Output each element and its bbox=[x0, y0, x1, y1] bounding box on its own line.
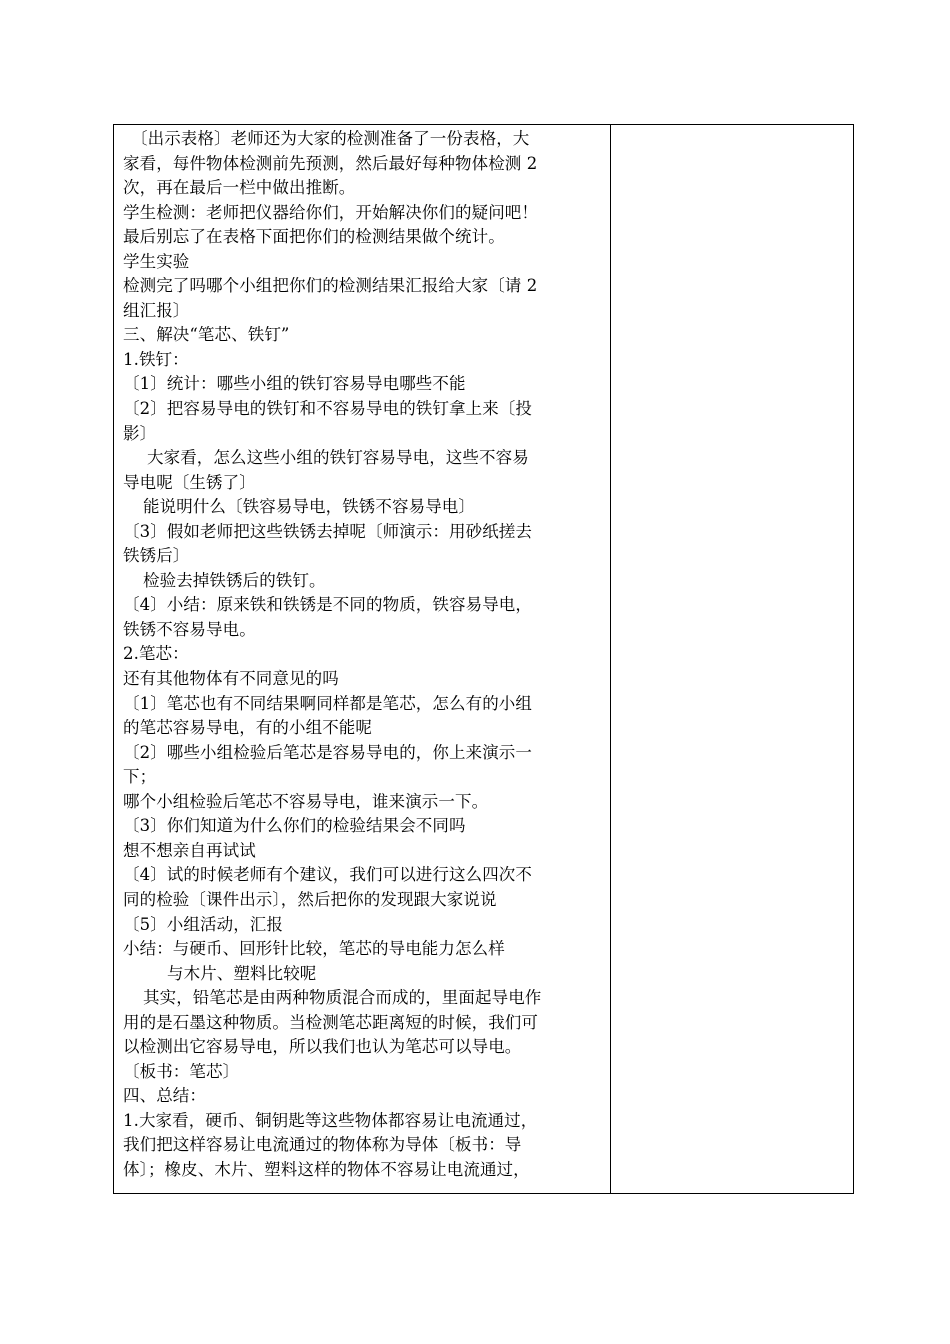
text-line: 其实，铅笔芯是由两种物质混合而成的，里面起导电作 bbox=[143, 988, 542, 1008]
text-line: 学生实验 bbox=[123, 251, 190, 271]
text-line: 〔4〕试的时候老师有个建议，我们可以进行这么四次不 bbox=[123, 865, 532, 885]
text-line: 家看，每件物体检测前先预测，然后最好每种物体检测 2 bbox=[123, 153, 538, 173]
subsection-heading: 2.笔芯： bbox=[123, 644, 189, 664]
text-line: 铁锈后〕 bbox=[123, 546, 190, 566]
notes-cell bbox=[611, 125, 853, 1193]
text-line: 1.大家看，硬币、铜钥匙等这些物体都容易让电流通过， bbox=[123, 1110, 538, 1130]
text-line: 同的检验〔课件出示〕，然后把你的发现跟大家说说 bbox=[123, 889, 497, 909]
text-line: 〔2〕把容易导电的铁钉和不容易导电的铁钉拿上来〔投 bbox=[123, 399, 532, 419]
text-line: 以检测出它容易导电，所以我们也认为笔芯可以导电。 bbox=[123, 1037, 522, 1057]
section-heading: 三、解决“笔芯、铁钉” bbox=[123, 325, 290, 345]
text-line: 〔出示表格〕老师还为大家的检测准备了一份表格，大 bbox=[131, 129, 530, 148]
text-line: 用的是石墨这种物质。当检测笔芯距离短的时候，我们可 bbox=[123, 1012, 538, 1032]
text-line: 的笔芯容易导电，有的小组不能呢 bbox=[123, 718, 372, 738]
text-line: 能说明什么〔铁容易导电，铁锈不容易导电〕 bbox=[143, 497, 475, 517]
section-heading: 四、总结： bbox=[123, 1086, 206, 1106]
subsection-heading: 1.铁钉： bbox=[123, 349, 189, 369]
text-line: 〔3〕假如老师把这些铁锈去掉呢〔师演示：用砂纸搓去 bbox=[123, 521, 532, 541]
text-line: 〔板书：笔芯〕 bbox=[123, 1061, 240, 1081]
text-line: 学生检测：老师把仪器给你们，开始解决你们的疑问吧！ bbox=[123, 202, 538, 222]
text-line: 最后别忘了在表格下面把你们的检测结果做个统计。 bbox=[123, 227, 505, 247]
text-line: 想不想亲自再试试 bbox=[123, 840, 256, 860]
text-line: 体〕；橡皮、木片、塑料这样的物体不容易让电流通过， bbox=[123, 1159, 530, 1179]
text-line: 〔3〕你们知道为什么你们的检验结果会不同吗 bbox=[123, 816, 466, 836]
text-line: 与木片、塑料比较呢 bbox=[167, 963, 317, 983]
text-line: 导电呢〔生锈了〕 bbox=[123, 472, 256, 492]
text-line: 〔5〕小组活动，汇报 bbox=[123, 914, 283, 934]
text-line: 〔1〕统计：哪些小组的铁钉容易导电哪些不能 bbox=[123, 374, 466, 394]
text-line: 大家看，怎么这些小组的铁钉容易导电，这些不容易 bbox=[147, 448, 529, 468]
text-line: 组汇报〕 bbox=[123, 300, 190, 320]
text-line: 〔4〕小结：原来铁和铁锈是不同的物质，铁容易导电， bbox=[123, 595, 532, 615]
text-line: 次，再在最后一栏中做出推断。 bbox=[123, 178, 356, 198]
text-line: 哪个小组检验后笔芯不容易导电，谁来演示一下。 bbox=[123, 791, 489, 811]
text-line: 影〕 bbox=[123, 423, 157, 443]
lesson-table bbox=[113, 124, 854, 1194]
lesson-content-cell bbox=[114, 125, 611, 1193]
text-line: 检验去掉铁锈后的铁钉。 bbox=[143, 570, 326, 590]
text-line: 小结：与硬币、回形针比较，笔芯的导电能力怎么样 bbox=[123, 939, 505, 959]
text-line: 〔2〕哪些小组检验后笔芯是容易导电的，你上来演示一 bbox=[123, 742, 532, 762]
text-line: 还有其他物体有不同意见的吗 bbox=[123, 669, 339, 689]
text-line: 〔1〕笔芯也有不同结果啊同样都是笔芯，怎么有的小组 bbox=[123, 693, 532, 713]
text-line: 下； bbox=[123, 767, 157, 787]
text-line: 铁锈不容易导电。 bbox=[123, 619, 256, 639]
text-line: 我们把这样容易让电流通过的物体称为导体〔板书：导 bbox=[123, 1135, 522, 1155]
text-line: 检测完了吗哪个小组把你们的检测结果汇报给大家〔请 2 bbox=[123, 276, 538, 296]
